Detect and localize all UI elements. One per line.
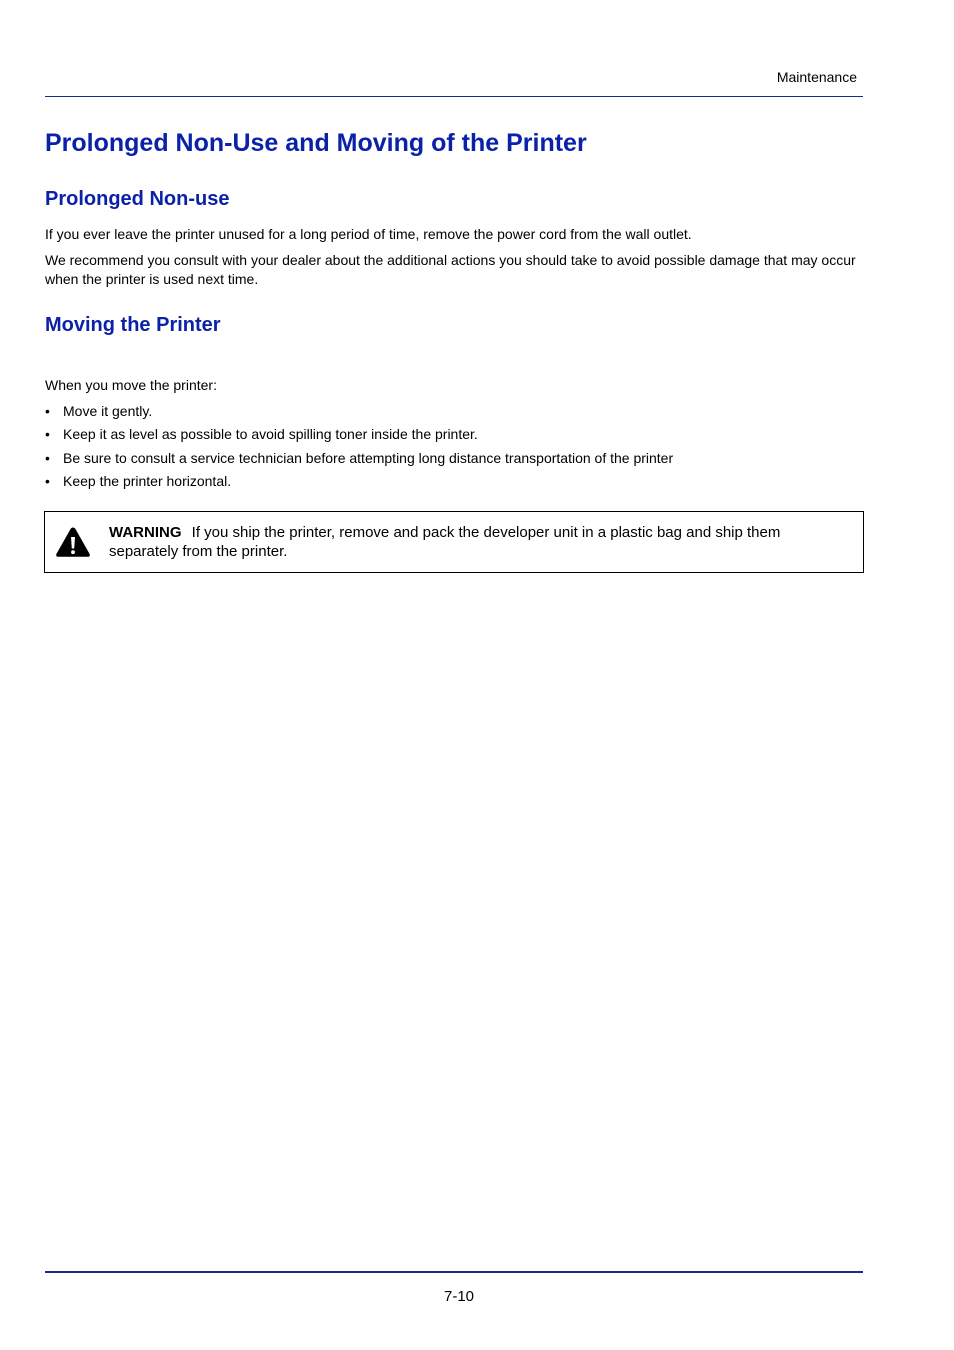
page-header: [45, 68, 863, 97]
prolonged-non-use-paragraph-2: We recommend you consult with your dealer about the additional actions you should take to avoid possible damage that may occur when the printer is used next time.: [45, 252, 856, 287]
page-number: 7-10: [443, 1288, 475, 1305]
prolonged-non-use-paragraph-1: If you ever leave the printer unused for a long period of time, remove the power cord from the wall outlet.: [45, 226, 692, 242]
list-item-text: Be sure to consult a service technician before attempting long distance transportation of the printer: [63, 449, 674, 466]
page-footer: [45, 1271, 863, 1305]
list-item-text: Keep it as level as possible to avoid spilling toner inside the printer.: [63, 426, 478, 443]
warning-message: If you ship the printer, remove and pack the developer unit in a plastic bag and ship them separately from the printer.: [109, 524, 781, 560]
warning-box: [44, 511, 864, 573]
list-item: [45, 449, 673, 472]
bullet: •: [45, 449, 50, 466]
bullet: •: [45, 473, 50, 490]
moving-bullet-list: [45, 402, 673, 496]
bullet: •: [45, 426, 50, 443]
warning-label: WARNING: [109, 524, 182, 541]
bullet: •: [45, 403, 50, 419]
prolonged-non-use-heading: Prolonged Non-use: [45, 188, 230, 210]
list-item: [45, 425, 673, 448]
page-title: Prolonged Non-Use and Moving of the Printer: [45, 129, 587, 157]
moving-intro: When you move the printer:: [45, 377, 217, 393]
moving-printer-heading: Moving the Printer: [45, 314, 221, 336]
list-item: [45, 402, 673, 425]
warning-text: [109, 523, 849, 561]
list-item-text: Move it gently.: [63, 403, 153, 419]
header-section-name: Maintenance: [776, 69, 857, 85]
warning-triangle-icon: [55, 526, 91, 558]
list-item: [45, 472, 673, 495]
list-item-text: Keep the printer horizontal.: [63, 473, 232, 490]
